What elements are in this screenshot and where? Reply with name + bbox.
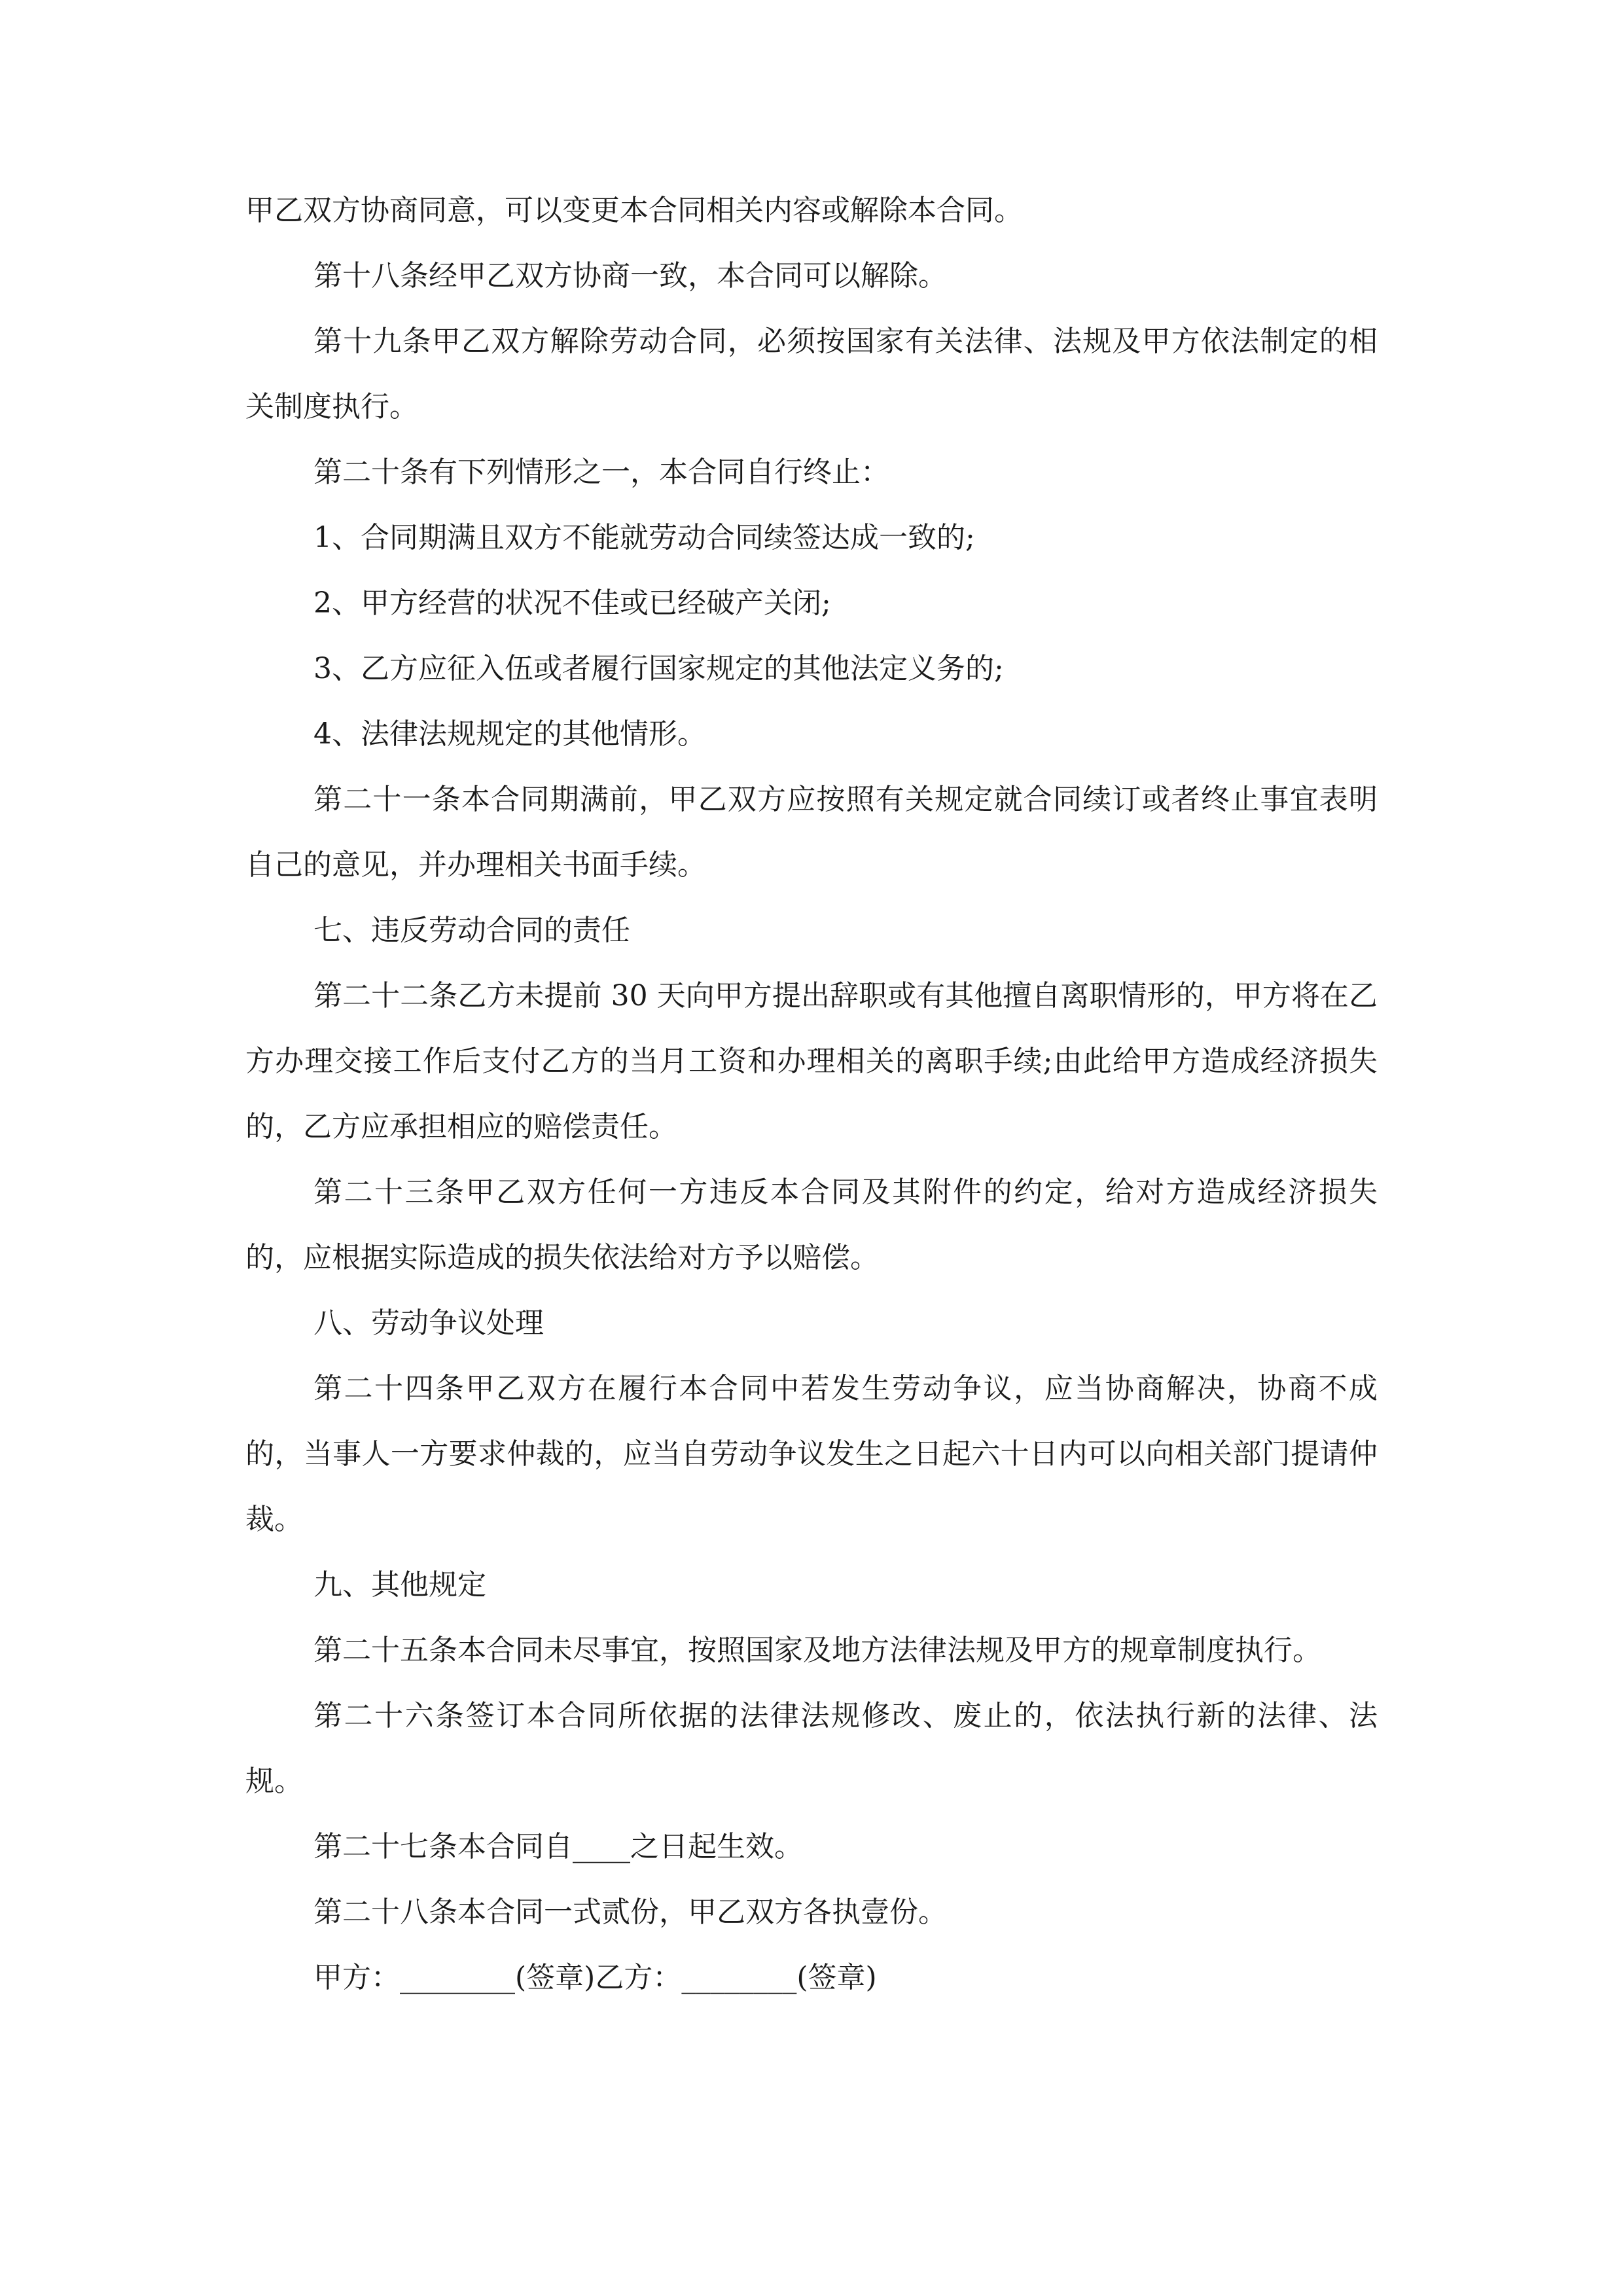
paragraph: 第二十一条本合同期满前，甲乙双方应按照有关规定就合同续订或者终止事宜表明自己的意见，并办理相关书面手续。 [245,783,1378,882]
section-heading: 八、劳动争议处理 [313,1306,544,1340]
paragraph: 第二十六条签订本合同所依据的法律法规修改、废止的，依法执行新的法律、法规。 [245,1699,1378,1798]
paragraph: 甲乙双方协商同意，可以变更本合同相关内容或解除本合同。 [245,194,1023,227]
document-page [245,178,1378,2011]
list-item: 2、甲方经营的状况不佳或已经破产关闭; [313,586,831,620]
paragraph: 第十九条甲乙双方解除劳动合同，必须按国家有关法律、法规及甲方依法制定的相关制度执行。 [245,325,1378,423]
paragraph: 第二十三条甲乙双方任何一方违反本合同及其附件的约定，给对方造成经济损失的，应根据实际造成的损失依法给对方予以赔偿。 [245,1175,1378,1274]
paragraph: 第二十二条乙方未提前 30 天向甲方提出辞职或有其他擅自离职情形的，甲方将在乙方办理交接工作后支付乙方的当月工资和办理相关的离职手续;由此给甲方造成经济损失的，乙方应承担相应的赔偿责任。 [245,979,1378,1143]
list-item: 4、法律法规规定的其他情形。 [313,717,706,751]
paragraph: 第二十八条本合同一式贰份，甲乙双方各执壹份。 [313,1895,947,1929]
section-heading: 七、违反劳动合同的责任 [313,914,630,947]
list-item: 1、合同期满且双方不能就劳动合同续签达成一致的; [313,521,975,554]
paragraph: 第二十七条本合同自____之日起生效。 [313,1830,803,1863]
signature-line: 甲方：________(签章)乙方：________(签章) [313,1961,877,1994]
paragraph: 第二十五条本合同未尽事宜，按照国家及地方法律法规及甲方的规章制度执行。 [313,1634,1321,1667]
paragraph: 第二十条有下列情形之一，本合同自行终止： [313,456,889,489]
list-item: 3、乙方应征入伍或者履行国家规定的其他法定义务的; [313,652,1004,685]
paragraph: 第十八条经甲乙双方协商一致，本合同可以解除。 [313,259,947,293]
section-heading: 九、其他规定 [313,1568,486,1602]
paragraph: 第二十四条甲乙双方在履行本合同中若发生劳动争议，应当协商解决，协商不成的，当事人一方要求仲裁的，应当自劳动争议发生之日起六十日内可以向相关部门提请仲裁。 [245,1372,1378,1536]
